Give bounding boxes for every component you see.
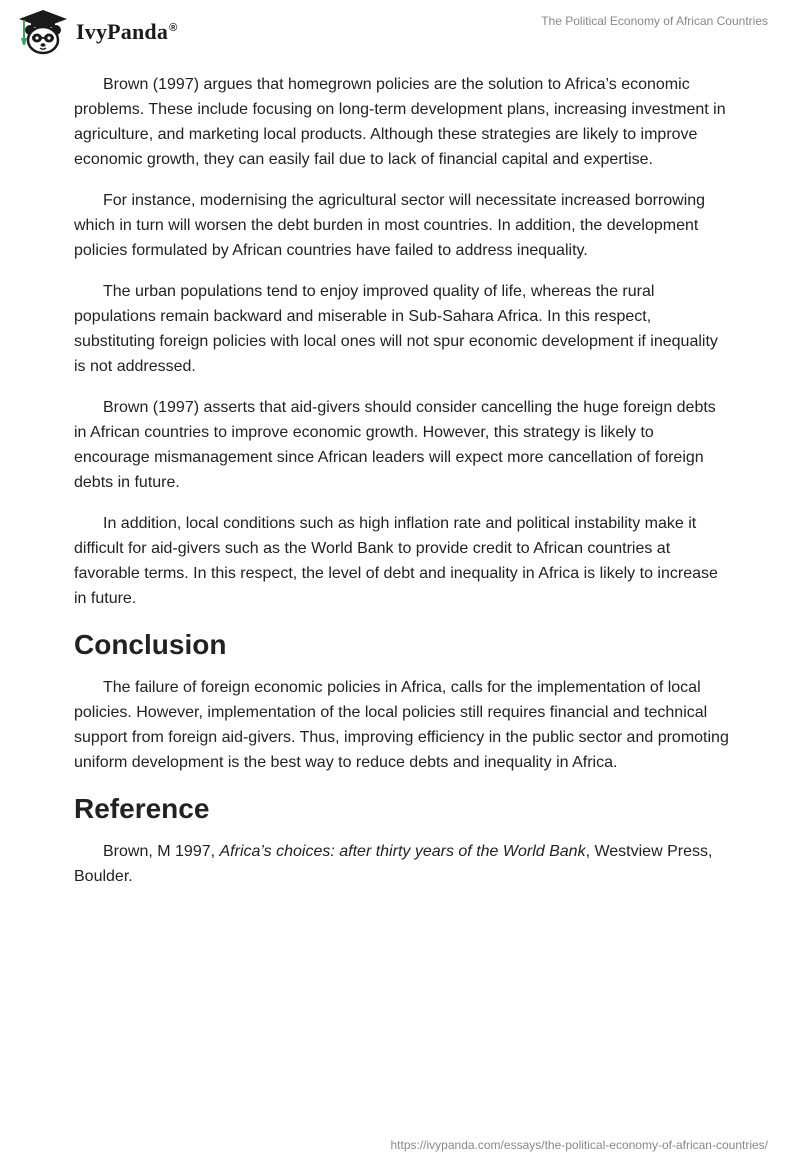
reference-suffix: , Westview Press, Boulder. xyxy=(74,843,713,885)
reference-entry xyxy=(74,839,730,889)
conclusion-heading: Conclusion xyxy=(74,629,227,660)
body-paragraph-2: For instance, modernising the agricultural sector will necessitate increased borrowing which in turn will worsen the debt burden in most countries. In addition, the development policies formulated by African countries have failed to address inequality. xyxy=(74,192,706,259)
essay-body xyxy=(74,72,730,905)
source-url[interactable]: https://ivypanda.com/essays/the-political-economy-of-african-countries/ xyxy=(390,1138,768,1152)
page-header xyxy=(0,0,800,60)
body-paragraph-3: The urban populations tend to enjoy improved quality of life, whereas the rural populations remain backward and miserable in Sub-Sahara Africa. In this respect, substituting foreign policies with local ones will not spur economic development if inequality is not addressed. xyxy=(74,283,718,375)
body-paragraph-5: In addition, local conditions such as high inflation rate and political instability make it difficult for aid-givers such as the World Bank to provide credit to African countries at favorable terms. In this respect, the level of debt and inequality in Africa is likely to increase in future. xyxy=(74,515,718,607)
reference-prefix: Brown, M 1997, xyxy=(103,843,220,860)
logo-wordmark xyxy=(76,19,177,45)
reference-heading: Reference xyxy=(74,793,210,824)
panda-graduate-icon xyxy=(15,8,71,56)
registered-mark: ® xyxy=(169,21,178,34)
ivypanda-logo[interactable] xyxy=(15,8,177,56)
body-paragraph-1: Brown (1997) argues that homegrown policies are the solution to Africa’s economic problems. These include focusing on long-term development plans, increasing investment in agriculture, and marketing local products. Although these strategies are likely to improve economic growth, they can easily fail due to lack of financial capital and expertise. xyxy=(74,76,726,168)
body-paragraph-4: Brown (1997) asserts that aid-givers should consider cancelling the huge foreign debts in African countries to improve economic growth. However, this strategy is likely to encourage mismanagement since African leaders will expect more cancellation of foreign debts in future. xyxy=(74,399,716,491)
document-title: The Political Economy of African Countries xyxy=(541,14,768,28)
conclusion-paragraph: The failure of foreign economic policies in Africa, calls for the implementation of local policies. However, implementation of the local policies still requires financial and technical support from foreign aid-givers. Thus, improving efficiency in the public sector and promoting uniform development is the best way to reduce debts and inequality in Africa. xyxy=(74,679,729,771)
logo-text: IvyPanda xyxy=(76,19,169,44)
reference-book-title: Africa’s choices: after thirty years of the World Bank xyxy=(219,843,586,860)
